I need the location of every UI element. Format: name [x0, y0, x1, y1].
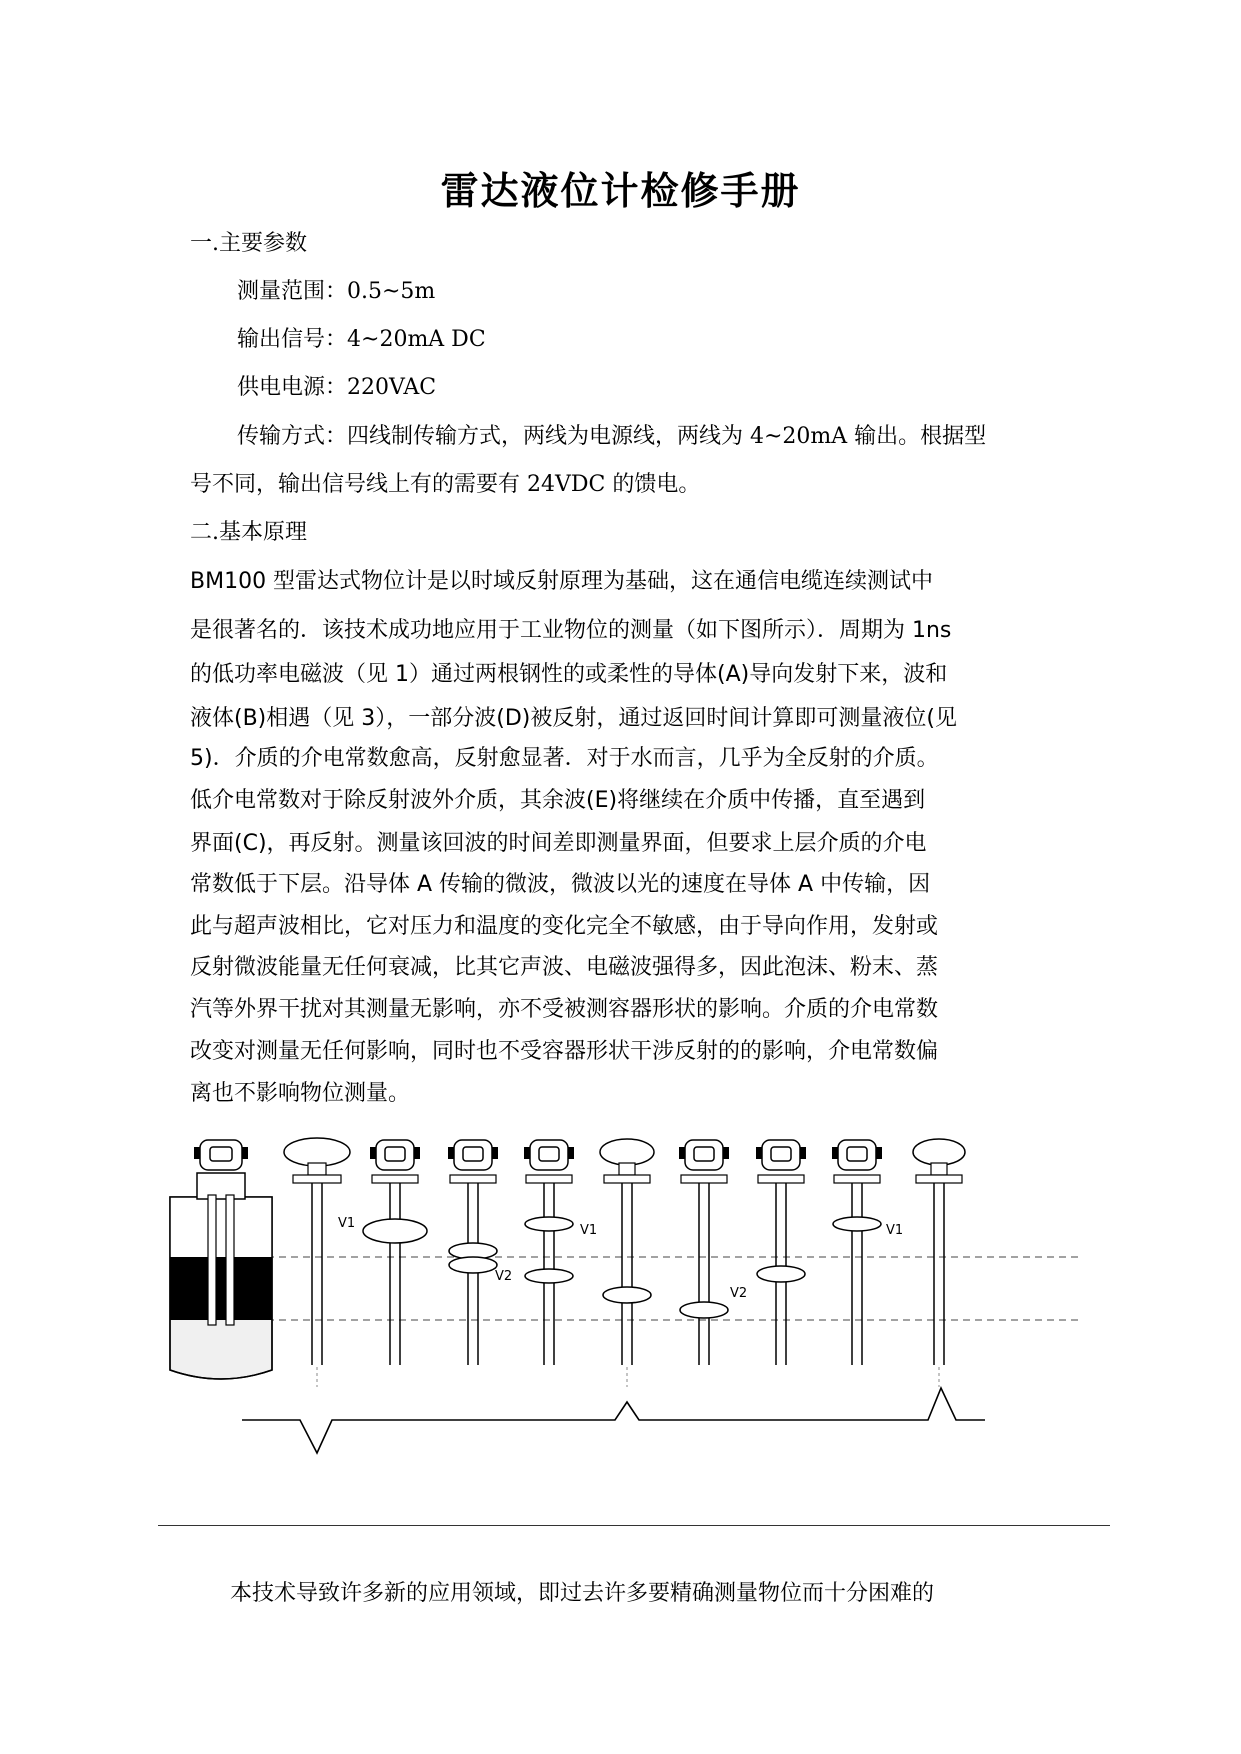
echo-waveform	[242, 1388, 985, 1453]
label-v1: V1	[338, 1216, 356, 1231]
principle-line: 常数低于下层。沿导体 A 传输的微波，微波以光的速度在导体 A 中传输，因	[190, 872, 931, 897]
param-label: 输出信号：	[237, 327, 348, 352]
continuation-text: 本技术导致许多新的应用领域，即过去许多要精确测量物位而十分困难的	[230, 1581, 935, 1606]
label-v2: V2	[495, 1269, 513, 1284]
section-heading-principle: 二.基本原理	[190, 520, 307, 545]
label-v1: V1	[580, 1223, 598, 1238]
principle-line: 此与超声波相比，它对压力和温度的变化完全不敏感，由于导向作用，发射或	[190, 914, 939, 939]
param-value: 0.5~5m	[347, 279, 436, 304]
tank	[170, 1173, 272, 1379]
principle-line: 汽等外界干扰对其测量无影响，亦不受被测容器形状的影响。介质的介电常数	[190, 997, 939, 1022]
wave-pulse	[525, 1217, 573, 1231]
principle-line: 5)．介质的介电常数愈高，反射愈显著．对于水而言，几乎为全反射的介质。	[190, 746, 939, 771]
principle-line: BM100 型雷达式物位计是以时域反射原理为基础，这在通信电缆连续测试中	[190, 569, 934, 594]
param-output-signal	[237, 322, 486, 353]
probe-dome-icon	[600, 1139, 654, 1365]
probe-transmitter-icon	[679, 1140, 729, 1365]
param-measure-range	[237, 274, 435, 305]
page-divider	[158, 1525, 1110, 1526]
probe-transmitter-icon	[524, 1140, 574, 1365]
principle-line: 液体(B)相遇（见 3），一部分波(D)被反射，通过返回时间计算即可测量液位(见	[190, 706, 957, 731]
principle-line: 低介电常数对于除反射波外介质，其余波(E)将继续在介质中传播，直至遇到	[190, 788, 926, 813]
probe-transmitter-icon	[448, 1140, 498, 1365]
probe-transmitter-icon	[832, 1140, 882, 1365]
wave-pulse	[680, 1302, 728, 1318]
probe-transmitter-icon	[756, 1140, 806, 1365]
document-title: 雷达液位计检修手册	[440, 168, 801, 213]
wave-pulse	[833, 1217, 881, 1231]
label-v2: V2	[730, 1286, 748, 1301]
principle-line: 的低功率电磁波（见 1）通过两根钢性的或柔性的导体(A)导向发射下来，波和	[190, 662, 948, 687]
probe-dome-icon	[284, 1138, 350, 1365]
principle-line: 改变对测量无任何影响，同时也不受容器形状干涉反射的的影响，介电常数偏	[190, 1039, 939, 1064]
param-value: 4~20mA DC	[347, 327, 486, 352]
param-label: 供电电源：	[237, 375, 348, 400]
param-value: 220VAC	[347, 375, 437, 400]
param-power-supply	[237, 370, 436, 401]
principle-line: 界面(C)，再反射。测量该回波的时间差即测量界面，但要求上层介质的介电	[190, 831, 927, 856]
wave-pulse	[363, 1219, 427, 1243]
wave-pulse	[757, 1266, 805, 1282]
wave-pulse	[525, 1269, 573, 1283]
section-heading-params: 一.主要参数	[190, 231, 307, 256]
param-label: 测量范围：	[237, 279, 348, 304]
label-v1: V1	[886, 1223, 904, 1238]
transmitter-head-icon	[194, 1140, 248, 1170]
transmission-line-2: 号不同，输出信号线上有的需要有 24VDC 的馈电。	[190, 472, 701, 497]
principle-line: 反射微波能量无任何衰减，比其它声波、电磁波强得多，因此泡沫、粉末、蒸	[190, 955, 939, 980]
principle-line: 离也不影响物位测量。	[190, 1081, 411, 1106]
probe-transmitter-icon	[363, 1140, 427, 1365]
wave-pulse	[603, 1287, 651, 1303]
principle-line: 是很著名的．该技术成功地应用于工业物位的测量（如下图所示）．周期为 1ns	[190, 618, 952, 643]
transmission-line-1: 传输方式：四线制传输方式，两线为电源线，两线为 4~20mA 输出。根据型	[237, 424, 987, 449]
wave-pulse	[449, 1257, 497, 1273]
radar-principle-diagram	[150, 1135, 1100, 1515]
upper-medium-layer	[170, 1257, 272, 1320]
probe-dome-icon	[913, 1139, 965, 1365]
